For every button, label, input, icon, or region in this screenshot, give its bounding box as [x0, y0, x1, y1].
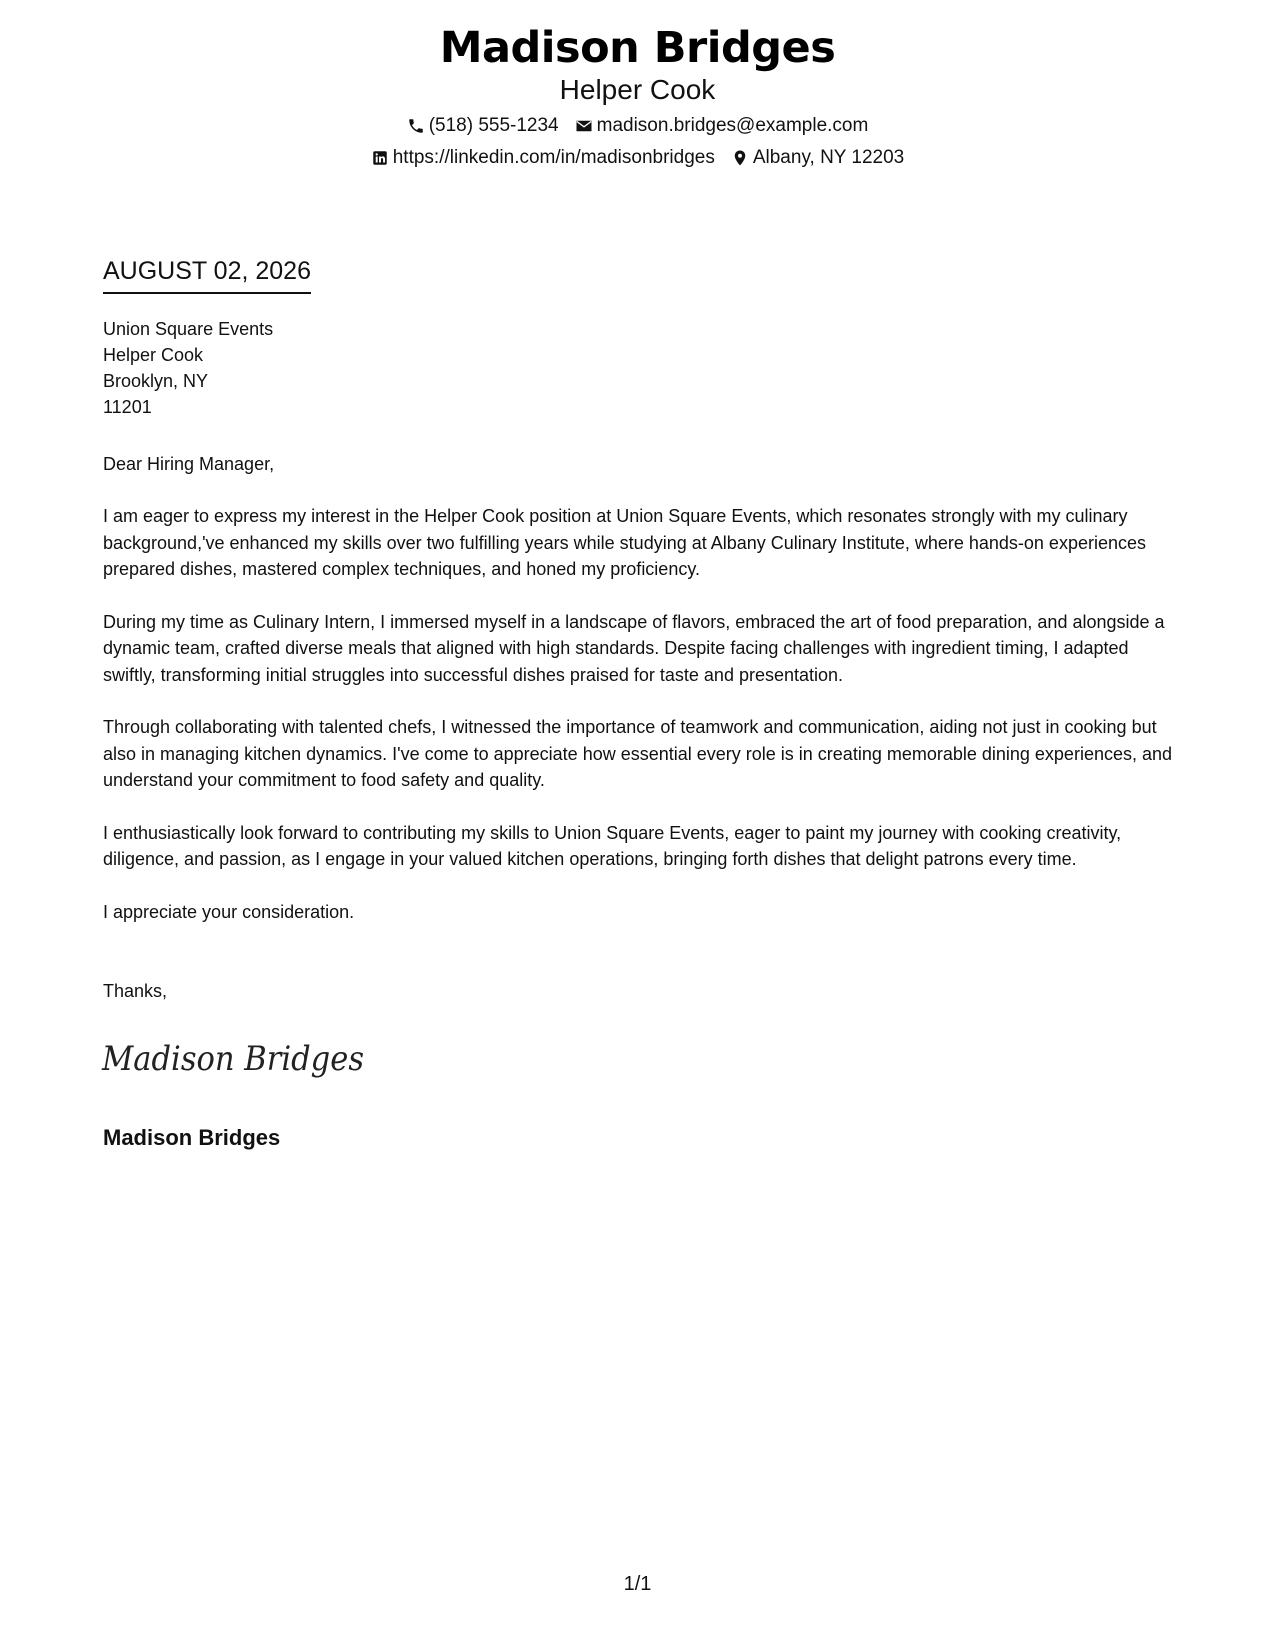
contact-location	[731, 146, 904, 170]
phone-text: (518) 555-1234	[428, 115, 559, 136]
letter-date: AUGUST 02, 2026	[103, 256, 311, 294]
email-text[interactable]: madison.bridges@example.com	[596, 115, 869, 136]
body-paragraph: Through collaborating with talented chefs, I witnessed the importance of teamwork and communication, aiding not just in cooking but also in managing kitchen dynamics. I've come to appreciate how essential every role is in creating memorable dining experiences, and understand your commitment to food safety and quality.	[103, 717, 1173, 790]
salutation: Dear Hiring Manager,	[103, 454, 275, 474]
body-paragraph: I enthusiastically look forward to contributing my skills to Union Square Events, eager to paint my journey with cooking creativity, diligence, and passion, as I engage in your valued kitchen operations, bringing forth dishes that delight patrons every time.	[103, 822, 1122, 869]
phone-icon	[407, 117, 425, 135]
handwritten-signature	[100, 1032, 370, 1084]
location-text: Albany, NY 12203	[752, 147, 905, 168]
linkedin-icon	[371, 149, 389, 167]
signature-glyphs: Madison Bridges	[101, 1039, 365, 1079]
contact-phone	[407, 114, 559, 138]
body-paragraph: I appreciate your consideration.	[103, 901, 355, 922]
body-paragraph: During my time as Culinary Intern, I immersed myself in a landscape of flavors, embraced the art of food preparation, and alongside a dynamic team, crafted diverse meals that aligned with high standards. Despite facing challenges with ingredient timing, I adapted swiftly, transforming initial struggles into successful dishes praised for taste and presentation.	[103, 611, 1165, 685]
recipient-company: Union Square Events	[103, 319, 274, 339]
map-marker-icon	[731, 149, 749, 167]
body-paragraph: I am eager to express my interest in the Helper Cook position at Union Square Events, which resonates strongly with my culinary background,'ve enhanced my skills over two fulfilling years while studying at Albany Culinary Institute, where hands-on experiences prepared dishes, mastered complex techniques, and honed my proficiency.	[103, 506, 1146, 579]
envelope-icon	[575, 117, 593, 135]
letter-header	[0, 20, 1275, 170]
contact-row-secondary	[0, 146, 1275, 170]
closing: Thanks,	[103, 981, 168, 1001]
recipient-zip: 11201	[103, 397, 152, 417]
recipient-position: Helper Cook	[103, 345, 204, 365]
signer-name: Madison Bridges	[103, 1125, 281, 1150]
contact-row-primary	[0, 114, 1275, 138]
contact-linkedin[interactable]	[371, 146, 715, 170]
page-number: 1/1	[623, 1573, 652, 1595]
applicant-title: Helper Cook	[559, 74, 716, 105]
applicant-name: Madison Bridges	[439, 23, 836, 73]
letter-body	[103, 503, 1178, 951]
contact-email[interactable]	[575, 114, 869, 138]
recipient-block	[103, 316, 273, 420]
recipient-city-state: Brooklyn, NY	[103, 371, 209, 391]
linkedin-text[interactable]: https://linkedin.com/in/madisonbridges	[392, 147, 715, 168]
